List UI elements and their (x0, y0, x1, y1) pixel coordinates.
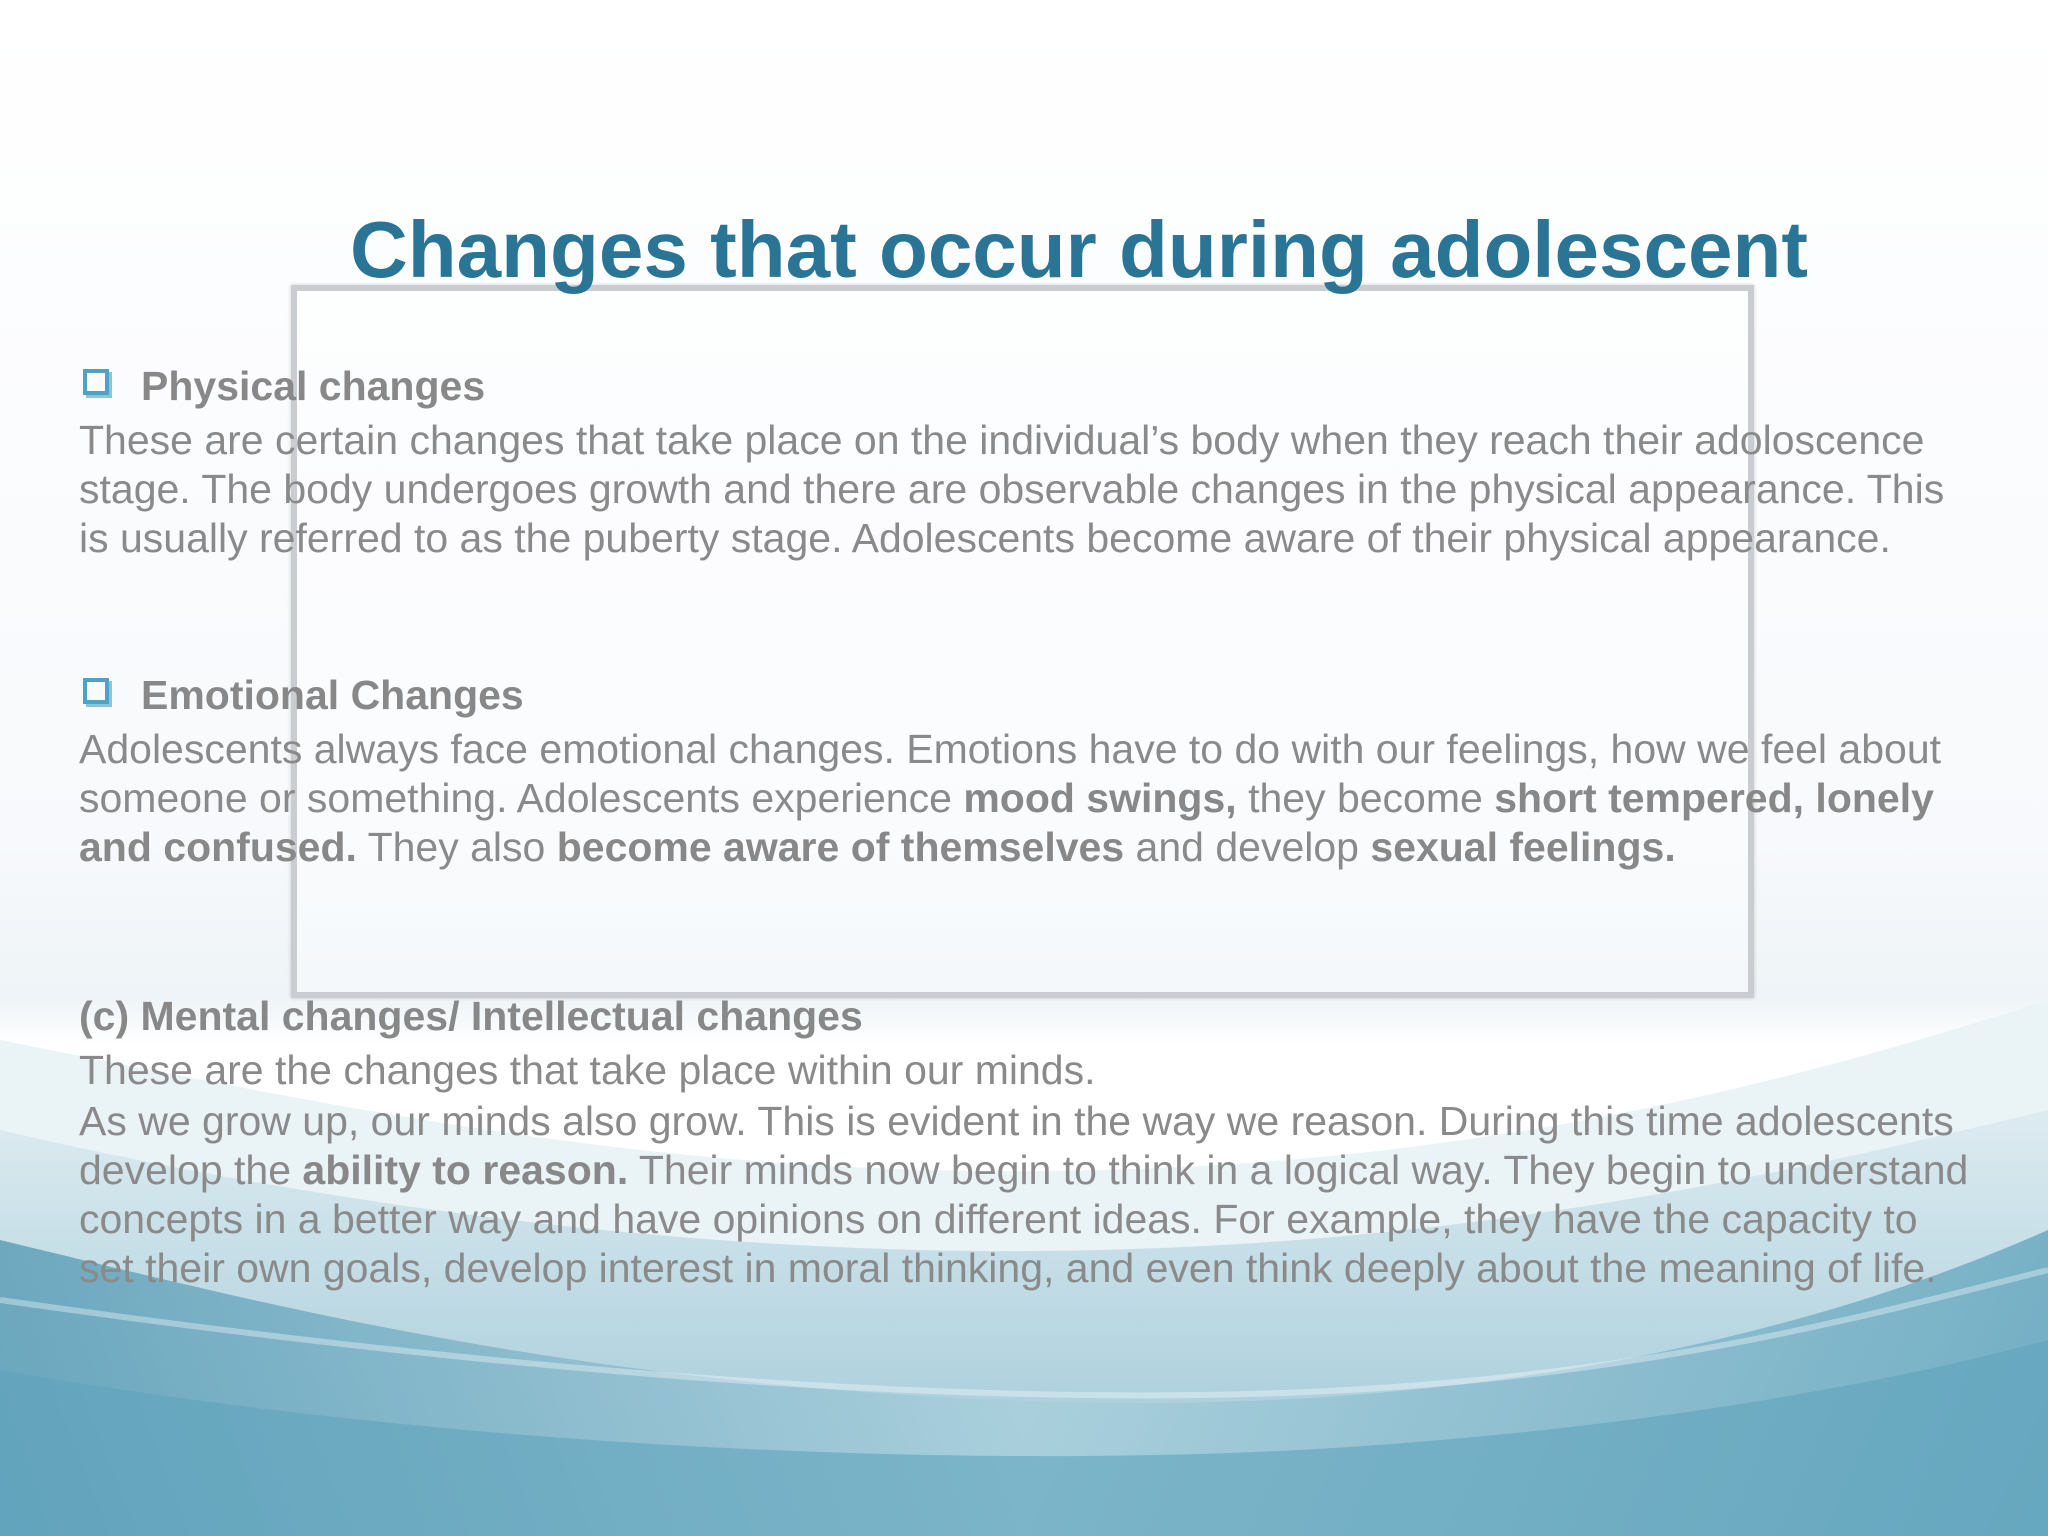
slide-title: Changes that occur during adolescent (350, 205, 1809, 294)
paragraph-emotional (79, 725, 1979, 872)
section-heading (79, 667, 1979, 723)
bold-run: ability to reason. (302, 1147, 629, 1193)
text-run: They also (356, 824, 557, 870)
section-heading (79, 358, 1979, 414)
bold-run: short tempered, lonely and confused. (79, 775, 1934, 870)
text-run: As we grow up, our minds also grow. This is evident in the way we reason. During this time adolescents develop the (79, 1098, 1954, 1193)
heading-mental: (c) Mental changes/ Intellectual changes (79, 993, 863, 1039)
heading-physical: Physical changes (141, 363, 486, 409)
paragraph-mental (79, 1097, 1979, 1293)
checkbox-square-icon (83, 678, 109, 704)
paragraph-physical: These are certain changes that take place on the individual’s body when they reach their adoloscence stage. The body undergoes growth and there are observable changes in the physical appearance. This is usually referred to as the puberty stage. Adolescents become aware of their physical appearance. (79, 417, 1945, 561)
section-physical (79, 358, 1979, 563)
bold-run: become aware of themselves (556, 824, 1125, 870)
bold-run: mood swings, (963, 775, 1237, 821)
text-run: Adolescents always face emotional changes. Emotions have to do with our feelings, how we feel about someone or something. Adolescents experience (79, 726, 1942, 821)
text-run: and develop (1124, 824, 1371, 870)
paragraph-mental-intro: These are the changes that take place within our minds. (79, 1047, 1096, 1093)
section-mental (79, 988, 1979, 1293)
section-emotional (79, 667, 1979, 872)
bold-run: sexual feelings. (1370, 824, 1676, 870)
text-run: Their minds now begin to think in a logical way. They begin to understand concepts in a better way and have opinions on different ideas. For example, they have the capacity to set their own goals, develop interest in moral thinking, and even think deeply about the meaning of life. (79, 1147, 1969, 1291)
heading-emotional: Emotional Changes (141, 672, 524, 718)
checkbox-square-icon (83, 369, 109, 395)
text-run: they become (1236, 775, 1495, 821)
